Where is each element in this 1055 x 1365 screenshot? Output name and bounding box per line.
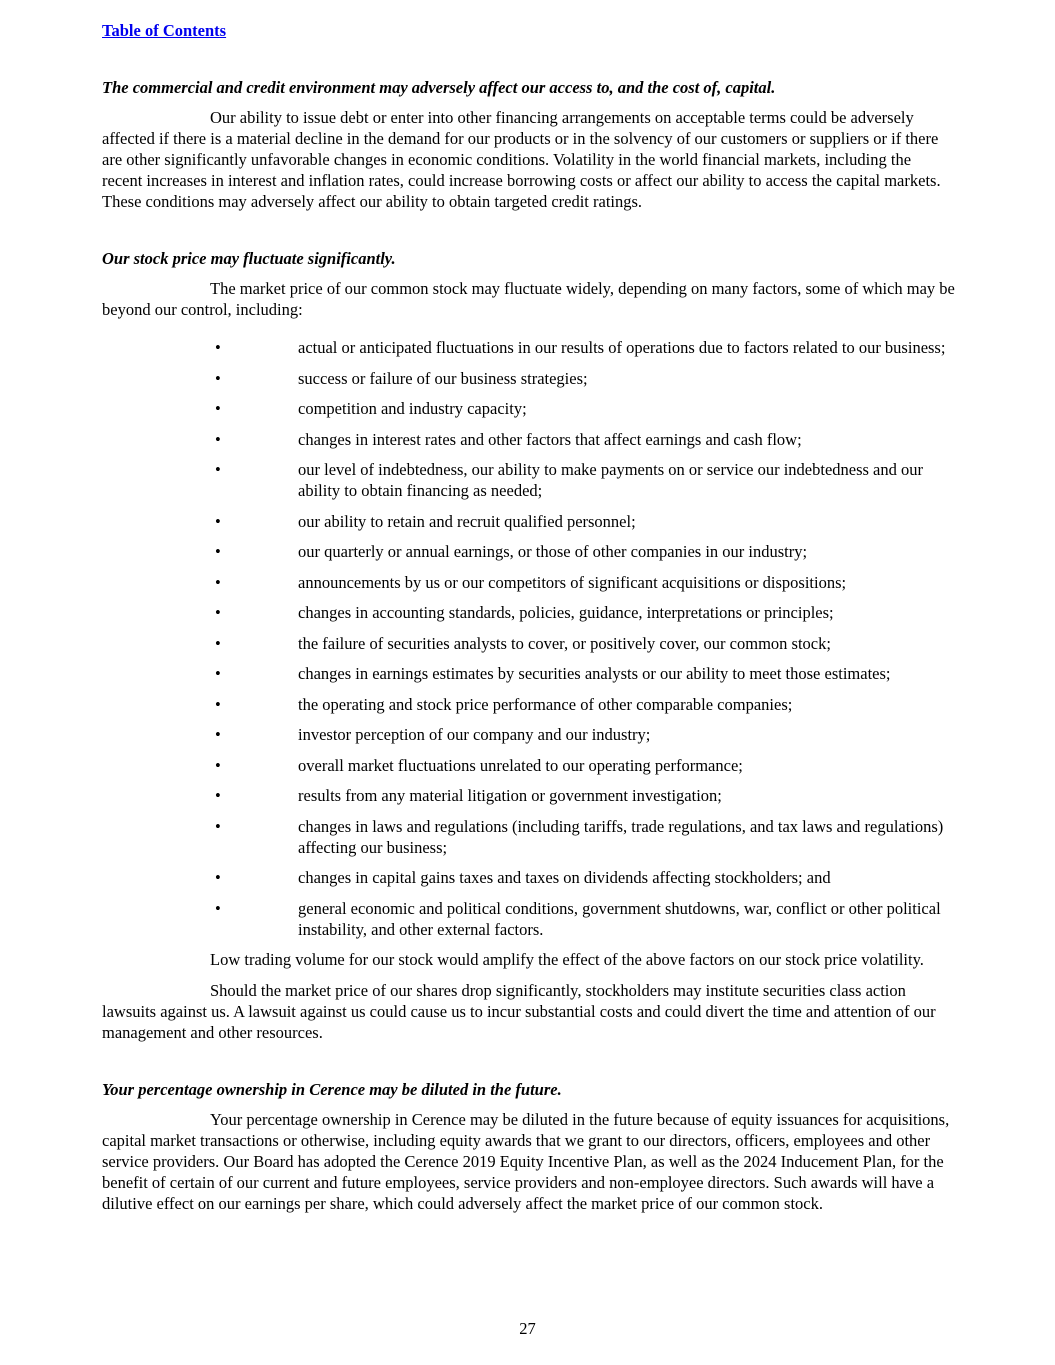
bullet-icon (215, 398, 298, 419)
bullet-icon (215, 337, 298, 358)
list-item (102, 724, 955, 745)
bullet-icon (215, 898, 298, 940)
list-item (102, 429, 955, 450)
list-item (102, 898, 955, 940)
list-item-text: the operating and stock price performance of other comparable companies; (298, 694, 793, 714)
paragraph-credit-environment: Our ability to issue debt or enter into other financing arrangements on acceptable terms could be adversely affected if there is a material decline in the demand for our products or in the solvency of our customers or suppliers or if there are other significantly unfavorable changes in economic conditions. Volatility in the world financial markets, including the recent increases in interest and inflation rates, could increase borrowing costs or affect our ability to access the capital markets. These conditions may adversely affect our ability to obtain targeted credit ratings. (102, 108, 941, 211)
table-of-contents-link[interactable]: Table of Contents (102, 21, 227, 40)
list-item (102, 337, 955, 358)
paragraph-stock-price-intro: The market price of our common stock may fluctuate widely, depending on many factors, some of which may be beyond our control, including: (102, 279, 955, 319)
heading-ownership-dilution: Your percentage ownership in Cerence may be diluted in the future. (102, 1080, 562, 1099)
list-item-text: changes in interest rates and other factors that affect earnings and cash flow; (298, 429, 802, 449)
list-item-text: changes in accounting standards, policies, guidance, interpretations or principles; (298, 603, 834, 622)
list-item-text: actual or anticipated fluctuations in our results of operations due to factors related to our business; (298, 338, 946, 357)
list-item-text: competition and industry capacity; (298, 399, 527, 418)
list-item-text: investor perception of our company and our industry; (298, 725, 651, 744)
heading-stock-price-fluctuation: Our stock price may fluctuate significantly. (102, 249, 396, 268)
list-item (102, 511, 955, 532)
bullet-icon (215, 368, 298, 389)
bullet-icon (215, 785, 298, 806)
paragraph-class-action: Should the market price of our shares drop significantly, stockholders may institute securities class action lawsuits against us. A lawsuit against us could cause us to incur substantial costs and could divert the time and attention of our management and other resources. (102, 981, 936, 1042)
bullet-icon (215, 724, 298, 745)
list-item (102, 368, 955, 389)
list-item-text: the failure of securities analysts to cover, or positively cover, our common stock; (298, 633, 831, 653)
list-item-text: changes in earnings estimates by securities analysts or our ability to meet those estimates; (298, 664, 891, 683)
bullet-icon (215, 694, 298, 715)
list-item (102, 602, 955, 623)
list-item (102, 572, 955, 593)
list-item-text: overall market fluctuations unrelated to our operating performance; (298, 755, 743, 775)
paragraph-low-trading-volume: Low trading volume for our stock would amplify the effect of the above factors on our stock price volatility. (210, 950, 924, 969)
list-item-text: changes in capital gains taxes and taxes on dividends affecting stockholders; and (298, 868, 831, 887)
list-item (102, 867, 955, 888)
list-item-text: general economic and political conditions, government shutdowns, war, conflict or other political instability, and other external factors. (298, 898, 941, 939)
bullet-icon (215, 541, 298, 562)
list-item-text: changes in laws and regulations (including tariffs, trade regulations, and tax laws and regulations) affecting our business; (298, 816, 944, 857)
bullet-icon (215, 816, 298, 858)
paragraph-ownership-dilution: Your percentage ownership in Cerence may be diluted in the future because of equity issuances for acquisitions, capital market transactions or otherwise, including equity awards that we grant to our directors, officers, employees and other service providers. Our Board has adopted the Cerence 2019 Equity Incentive Plan, as well as the 2024 Inducement Plan, for the benefit of certain of our current and future employees, service providers and non-employee directors. Such awards will have a dilutive effect on our earnings per share, which could adversely affect the market price of our common stock. (102, 1110, 950, 1213)
bullet-icon (215, 429, 298, 450)
list-item (102, 459, 955, 501)
bullet-icon (215, 755, 298, 776)
bullet-icon (215, 602, 298, 623)
bullet-icon (215, 459, 298, 501)
list-item (102, 398, 955, 419)
list-item-text: results from any material litigation or government investigation; (298, 786, 722, 805)
list-item-text: success or failure of our business strategies; (298, 368, 588, 388)
list-item-text: our ability to retain and recruit qualified personnel; (298, 511, 636, 531)
bullet-icon (215, 633, 298, 654)
list-item (102, 541, 955, 562)
toc-link-row (102, 20, 955, 41)
page-number: 27 (519, 1319, 536, 1338)
list-item-text: our level of indebtedness, our ability to make payments on or service our indebtedness and our ability to obtain financing as needed; (298, 460, 924, 500)
list-item (102, 694, 955, 715)
bullet-icon (215, 572, 298, 593)
bullet-icon (215, 511, 298, 532)
list-item (102, 816, 955, 858)
list-item (102, 755, 955, 776)
heading-credit-environment: The commercial and credit environment may adversely affect our access to, and the cost of, capital. (102, 78, 776, 97)
list-item (102, 633, 955, 654)
list-item (102, 785, 955, 806)
stock-price-factors-list (102, 337, 955, 940)
list-item (102, 663, 955, 684)
list-item-text: announcements by us or our competitors of significant acquisitions or dispositions; (298, 572, 847, 592)
list-item-text: our quarterly or annual earnings, or those of other companies in our industry; (298, 542, 808, 561)
bullet-icon (215, 663, 298, 684)
bullet-icon (215, 867, 298, 888)
